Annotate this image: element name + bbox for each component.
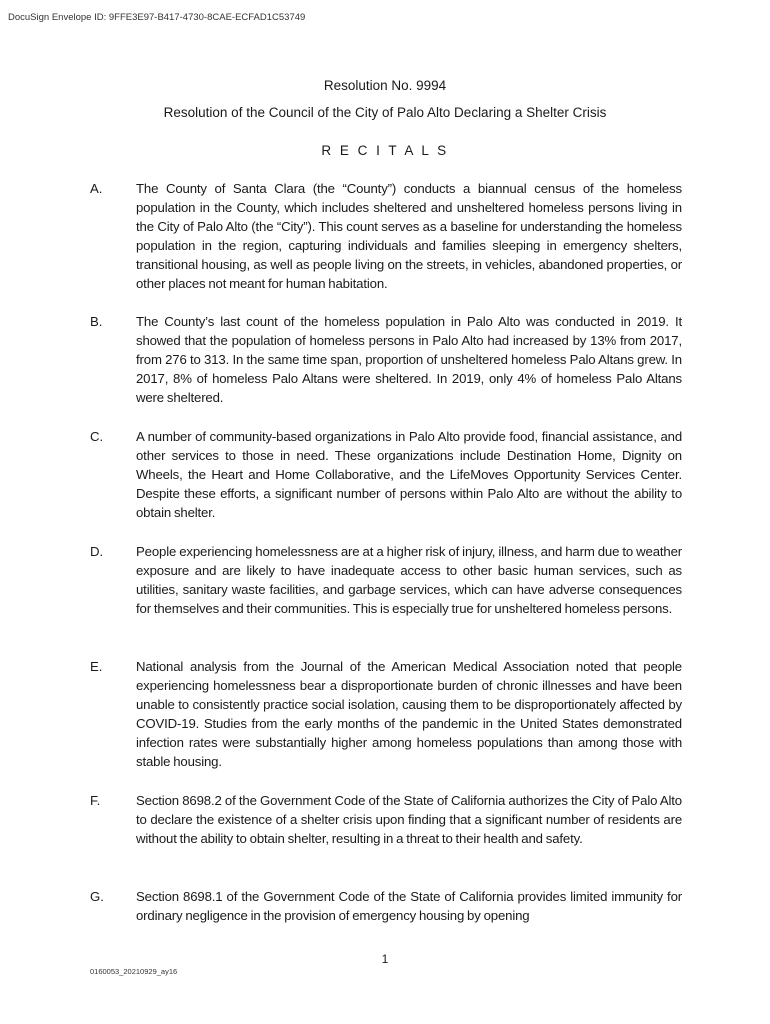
document-footer-code: 0160053_20210929_ay16 xyxy=(90,967,178,976)
recital-letter: F. xyxy=(90,793,101,808)
recital-text: A number of community-based organizations in Palo Alto provide food, financial assistance, and other services to those in need. These organizations include Destination Home, Dignity on Wheels, the Heart and Home Collaborative, and the LifeMoves Opportunity Services Center. Despite these efforts, a significant number of persons within Palo Alto are without the ability to obtain shelter. xyxy=(136,429,682,520)
docusign-envelope-id: DocuSign Envelope ID: 9FFE3E97-B417-4730-8CAE-ECFAD1C53749 xyxy=(8,12,306,23)
recital-text: Section 8698.2 of the Government Code of the State of California authorizes the City of Palo Alto to declare the existence of a shelter crisis upon finding that a significant number of residents are without the ability to obtain shelter, resulting in a threat to their health and safety. xyxy=(136,793,682,846)
recital-text: People experiencing homelessness are at a higher risk of injury, illness, and harm due to weather exposure and are likely to have inadequate access to other basic human services, such as utilities, sanitary waste facilities, and garbage services, which can have adverse consequences for themselves and their communities. This is especially true for unsheltered homeless persons. xyxy=(136,544,682,616)
recital-letter: G. xyxy=(90,889,104,904)
recitals-heading: R E C I T A L S xyxy=(321,143,449,158)
recital-text: The County’s last count of the homeless population in Palo Alto was conducted in 2019. It showed that the population of homeless persons in Palo Alto had increased by 13% from 2017, from 276 to 313. In the same time span, proportion of unsheltered homeless Palo Altans grew. In 2017, 8% of homeless Palo Altans were sheltered. In 2019, only 4% of homeless Palo Altans were sheltered. xyxy=(136,314,682,405)
recital-text: National analysis from the Journal of the American Medical Association noted that people experiencing homelessness bear a disproportionate burden of chronic illnesses and have been unable to consistently practice social isolation, causing them to be disproportionately affected by COVID-19. Studies from the early months of the pandemic in the United States demonstrated infection rates were substantially higher among homeless populations than among those with stable housing. xyxy=(136,659,682,769)
recital-letter: B. xyxy=(90,314,103,329)
recital-letter: C. xyxy=(90,429,104,444)
recital-text: Section 8698.1 of the Government Code of the State of California provides limited immunity for ordinary negligence in the provision of emergency housing by opening xyxy=(136,889,682,923)
recital-letter: D. xyxy=(90,544,104,559)
resolution-number: Resolution No. 9994 xyxy=(323,78,447,93)
page-number: 1 xyxy=(381,952,389,966)
recital-text: The County of Santa Clara (the “County”) conducts a biannual census of the homeless population in the County, which includes sheltered and unsheltered homeless persons living in the City of Palo Alto (the “City”). This count serves as a baseline for understanding the homeless population in the region, capturing individuals and families sleeping in emergency shelters, transitional housing, as well as people living on the streets, in vehicles, abandoned properties, or other places not meant for human habitation. xyxy=(136,181,682,291)
recital-letter: E. xyxy=(90,659,103,674)
recital-letter: A. xyxy=(90,181,103,196)
resolution-title: Resolution of the Council of the City of Palo Alto Declaring a Shelter Crisis xyxy=(163,105,607,120)
